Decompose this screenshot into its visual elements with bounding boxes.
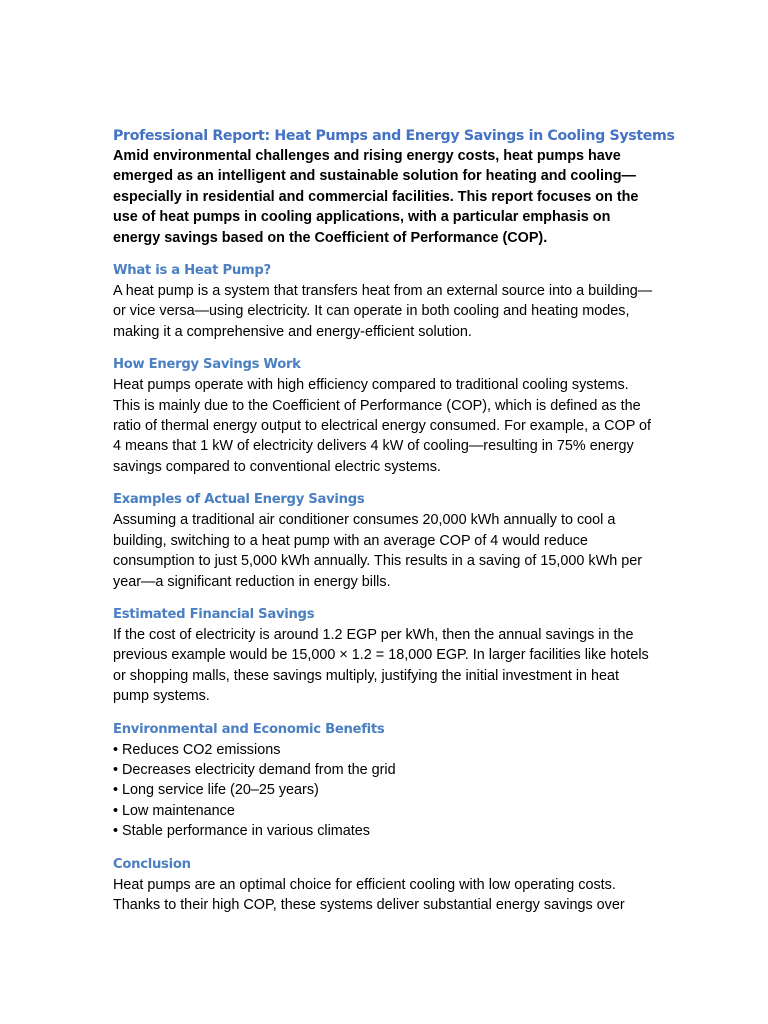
- document-page: [113, 126, 675, 915]
- section-heading-benefits: Environmental and Economic Benefits: [113, 721, 385, 737]
- list-item: • Low maintenance: [113, 802, 235, 819]
- benefits-list: [113, 740, 658, 842]
- section-body-energy-savings: Heat pumps operate with high efficiency compared to traditional cooling systems. This is mainly due to the Coefficient of Performance (COP), which is defined as the ratio of thermal energy output to electrical energy consumed. For example, a COP of 4 means that 1 kW of electricity delivers 4 kW of cooling—resulting in 75% energy savings compared to conventional electric systems.: [113, 377, 652, 475]
- section-body-financial: If the cost of electricity is around 1.2 EGP per kWh, then the annual savings in the previous example would be 15,000 × 1.2 = 18,000 EGP. In larger facilities like hotels or shopping malls, these savings multiply, justifying the initial investment in heat pump systems.: [113, 626, 649, 705]
- section-heading-financial: Estimated Financial Savings: [113, 606, 315, 622]
- list-item: • Long service life (20–25 years): [113, 782, 319, 799]
- list-item: • Decreases electricity demand from the grid: [113, 761, 396, 778]
- section-body-what-is-heat-pump: A heat pump is a system that transfers heat from an external source into a building—or vice versa—using electricity. It can operate in both cooling and heating modes, making it a comprehensive and energy-efficient solution.: [113, 283, 653, 340]
- section-heading-examples: Examples of Actual Energy Savings: [113, 492, 365, 508]
- section-body-conclusion: Heat pumps are an optimal choice for efficient cooling with low operating costs. Thanks to their high COP, these systems deliver substantial energy savings over: [113, 876, 625, 913]
- section-heading-energy-savings: How Energy Savings Work: [113, 357, 301, 373]
- list-item: • Stable performance in various climates: [113, 823, 370, 840]
- report-title: Professional Report: Heat Pumps and Energy Savings in Cooling Systems: [113, 128, 675, 144]
- section-heading-conclusion: Conclusion: [113, 856, 191, 872]
- intro-paragraph: Amid environmental challenges and rising energy costs, heat pumps have emerged as an intelligent and sustainable solution for heating and cooling—especially in residential and commercial facilities. This report focuses on the use of heat pumps in cooling applications, with a particular emphasis on energy savings based on the Coefficient of Performance (COP).: [113, 148, 639, 246]
- section-body-examples: Assuming a traditional air conditioner consumes 20,000 kWh annually to cool a building, switching to a heat pump with an average COP of 4 would reduce consumption to just 5,000 kWh annually. This results in a saving of 15,000 kWh per year—a significant reduction in energy bills.: [113, 512, 643, 590]
- section-heading-what-is-heat-pump: What is a Heat Pump?: [113, 263, 271, 279]
- list-item: • Reduces CO2 emissions: [113, 741, 281, 758]
